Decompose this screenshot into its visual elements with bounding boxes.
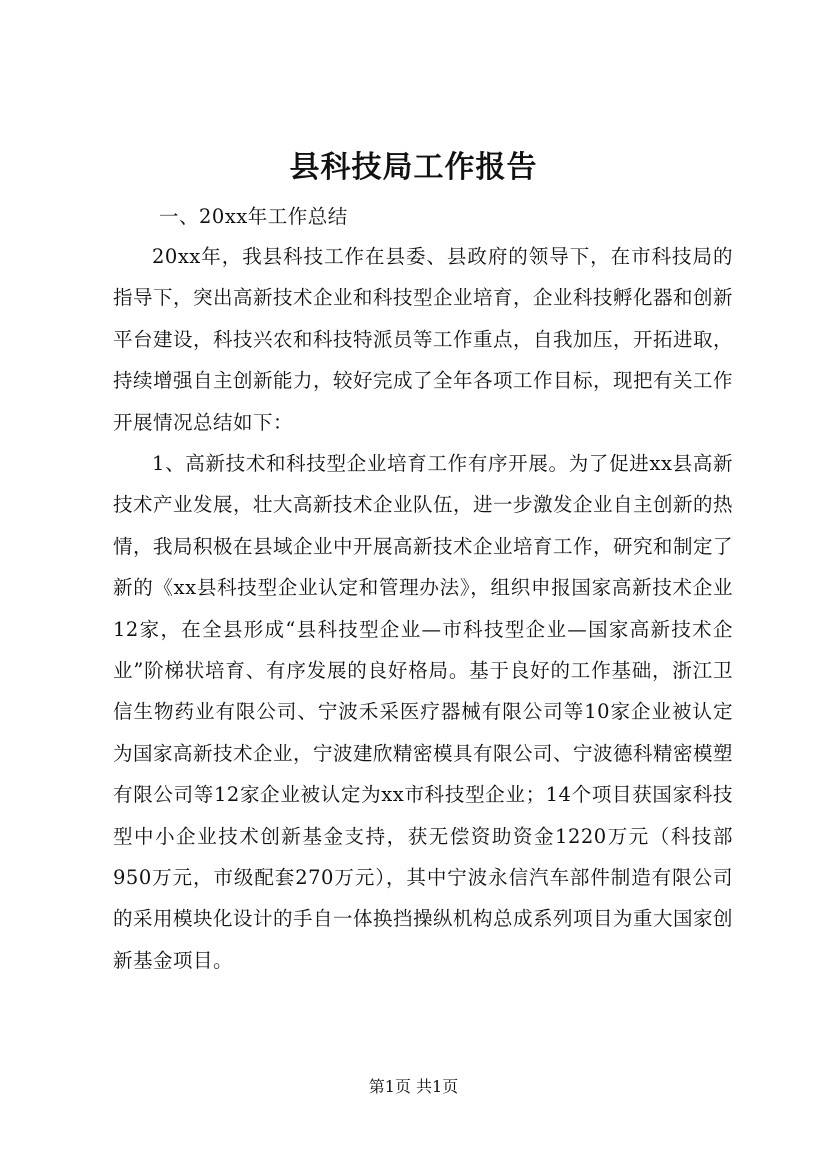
page-footer: 第1页 共1页 bbox=[368, 1077, 459, 1096]
paragraph-summary: 20xx年，我县科技工作在县委、县政府的领导下，在市科技局的指导下，突出高新技术企业和科技型企业培育，企业科技孵化器和创新平台建设，科技兴农和科技特派员等工作重点，自我加压，开拓进取，持续增强自主创新能力，较好完成了全年各项工作目标，现把有关工作开展情况总结如下： bbox=[113, 245, 734, 434]
document-title: 县科技局工作报告 bbox=[289, 150, 538, 185]
section-heading: 一、20xx年工作总结 bbox=[159, 205, 348, 228]
paragraph-enterprise-cultivation: 1、高新技术和科技型企业培育工作有序开展。为了促进xx县高新技术产业发展，壮大高新技术企业队伍，进一步激发企业自主创新的热情，我局积极在县域企业中开展高新技术企业培育工作，研究和制定了新的《xx县科技型企业认定和管理办法》，组织申报国家高新技术企业12家，在全县形成“县科技型企业—市科技型企业—国家高新技术企业”阶梯状培育、有序发展的良好格局。基于良好的工作基础，浙江卫信生物药业有限公司、宁波禾采医疗器械有限公司等10家企业被认定为国家高新技术企业，宁波建欣精密模具有限公司、宁波德科精密模塑有限公司等12家企业被认定为xx市科技型企业；14个项目获国家科技型中小企业技术创新基金支持，获无偿资助资金1220万元（科技部950万元，市级配套270万元），其中宁波永信汽车部件制造有限公司的采用模块化设计的手自一体换挡操纵机构总成系列项目为重大国家创新基金项目。 bbox=[113, 452, 734, 972]
